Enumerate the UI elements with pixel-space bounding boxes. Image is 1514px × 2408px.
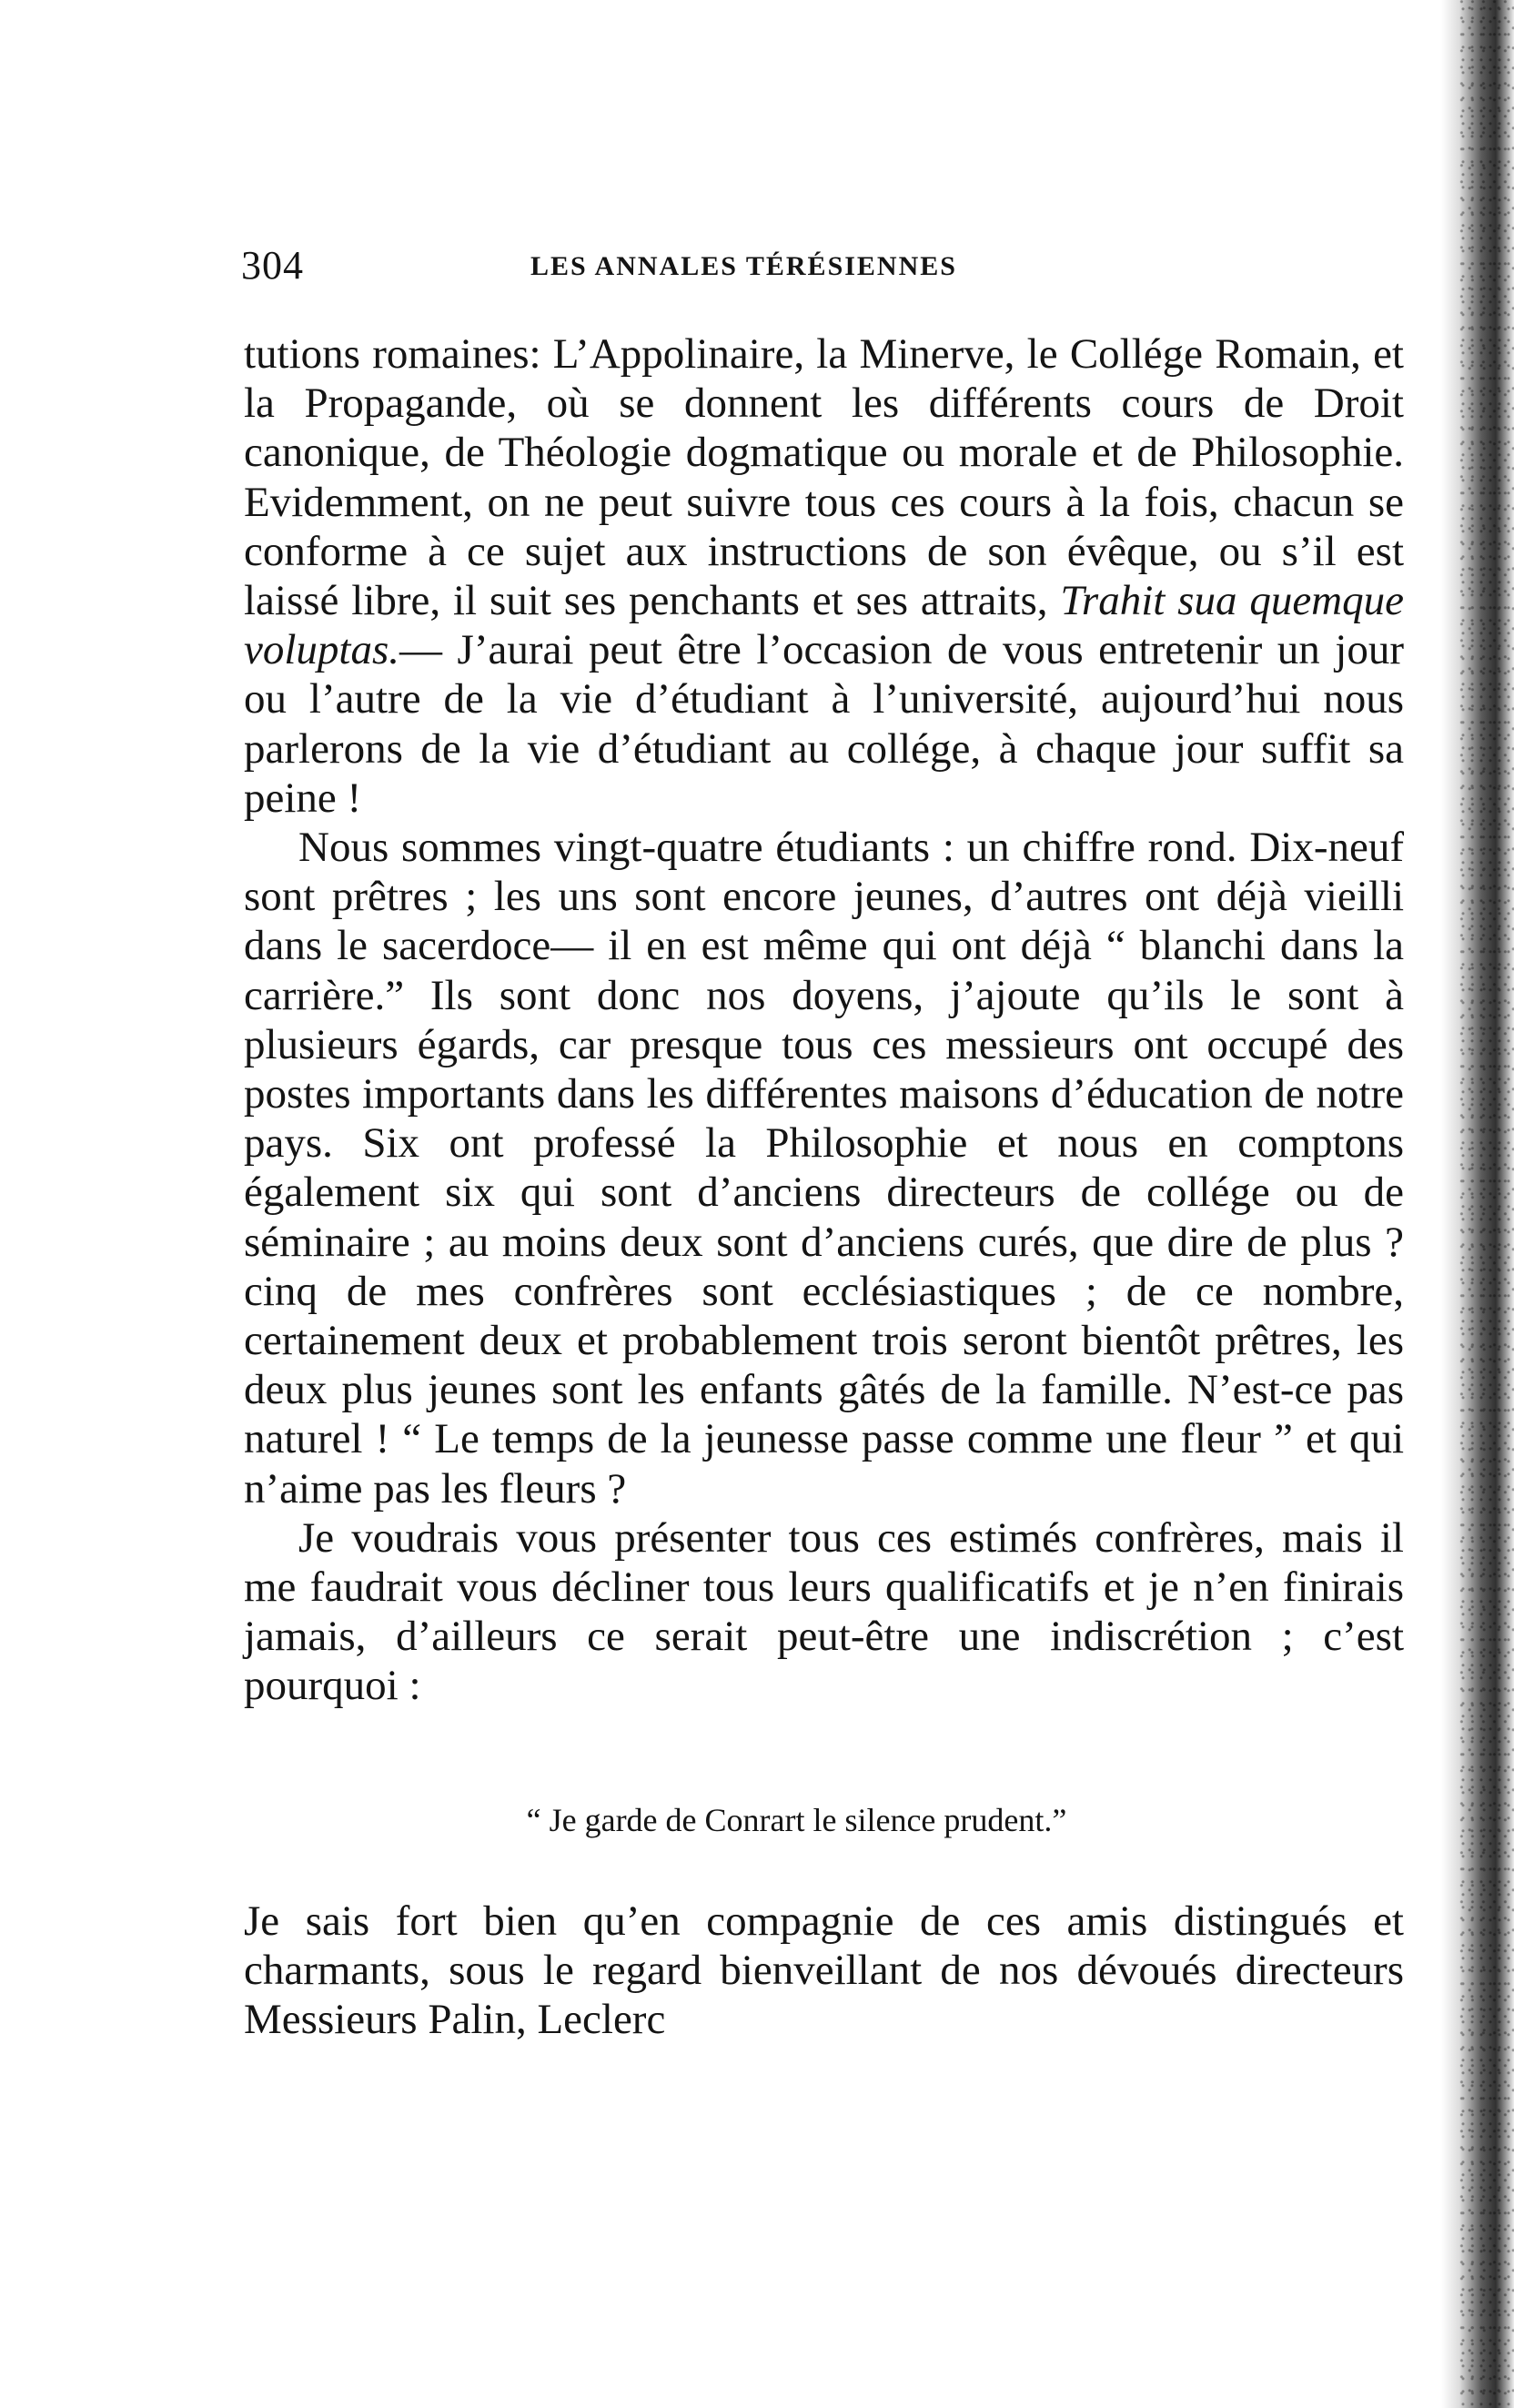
paragraph-1-text-a: tutions romaines: L’Appolinaire, la Minerve, le Collége Romain, et la Propagande, où se donnent les différents cours de Droit canonique, de Théologie dogmatique ou morale et de Philosophie. Evidemment, on ne peut suivre tous ces cours à la fois, chacun se conforme à ce sujet aux instructions de son évêque, ou s’il est laissé libre, il suit ses penchants et ses attraits, — [244, 330, 1404, 625]
page-header — [241, 238, 1424, 293]
running-title: LES ANNALES TÉRÉSIENNES — [530, 251, 957, 281]
paragraph-4: Je sais fort bien qu’en compagnie de ces amis distingués et charmants, sous le regard bienveillant de nos dévoués directeurs Messieurs Palin, Leclerc — [244, 1897, 1404, 2044]
paragraph-1-text-b: — J’aurai peut être l’occasion de vous entretenir un jour ou l’autre de la vie d’étudiant à l’université, aujourd’hui nous parlerons de la vie d’étudiant au collége, à chaque jour suffit sa peine ! — [244, 626, 1404, 822]
paragraph-2: Nous sommes vingt-quatre étudiants : un chiffre rond. Dix-neuf sont prêtres ; les uns sont encore jeunes, d’autres ont déjà vieilli dans le sacerdoce— il en est même qui ont déjà “ blanchi dans la carrière.” Ils sont donc nos doyens, j’ajoute qu’ils le sont à plusieurs égards, car presque tous ces messieurs ont occupé des postes importants dans les différentes maisons d’éducation de notre pays. Six ont professé la Philosophie et nous en comptons également six qui sont d’anciens directeurs de collége ou de séminaire ; au moins deux sont d’anciens curés, que dire de plus ? cinq de mes confrères sont ecclésiastiques ; de ce nombre, certainement deux et probablement trois seront bientôt prêtres, les deux plus jeunes sont les enfants gâtés de la famille. N’est-ce pas naturel ! “ Le temps de la jeunesse passe comme une fleur ” et qui n’aime pas les fleurs ? — [244, 824, 1404, 1513]
paragraph-3: Je voudrais vous présenter tous ces estimés confrères, mais il me faudrait vous décliner tous leurs qualificatifs et je n’en finirais jamais, d’ailleurs ce serait peut-être une indiscrétion ; c’est pourquoi : — [244, 1513, 1404, 1710]
page-number: 304 — [241, 243, 304, 288]
body-text — [244, 329, 1404, 2044]
scan-speckle — [1459, 0, 1514, 2408]
paragraph-1 — [244, 329, 1404, 823]
verse-quote: “ Je garde de Conrart le silence prudent.” — [526, 1801, 1067, 1838]
latin-quote: Trahit sua quemque voluptas. — [244, 577, 1404, 674]
